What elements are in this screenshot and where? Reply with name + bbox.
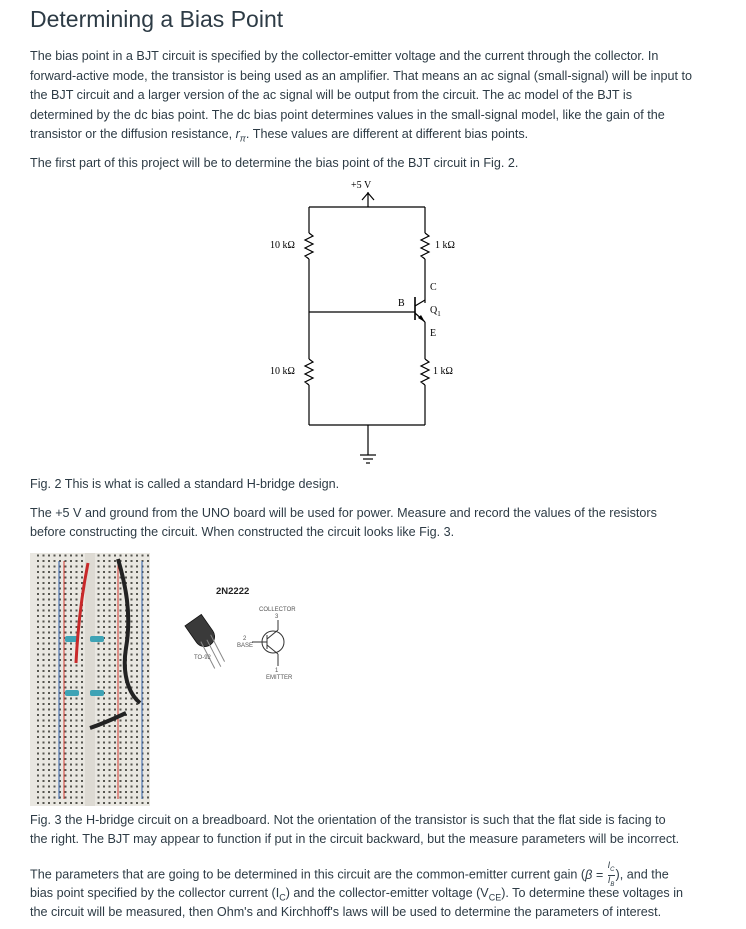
first-part-paragraph: The first part of this project will be to determine the bias point of the BJT circuit in Fig. 2. xyxy=(30,156,519,170)
intro-line: the BJT circuit and a larger version of the ac signal will be output from the circuit. The ac model of the BJT is xyxy=(30,88,632,102)
resistor-bottom-left xyxy=(305,359,313,385)
base-label: BASE xyxy=(237,643,254,649)
resistor-label: 1 kΩ xyxy=(435,240,455,251)
pin-label-base: B xyxy=(398,298,405,309)
pinout-diagram xyxy=(160,580,320,690)
fig2-caption: Fig. 2 This is what is called a standard H-bridge design. xyxy=(30,477,340,491)
collector-label: COLLECTOR xyxy=(259,607,296,613)
intro-line: transistor or the diffusion resistance, $r_\pi$. These values are different at different bias points. xyxy=(30,127,529,144)
power-line: before constructing the circuit. When constructed the circuit looks like Fig. 3. xyxy=(30,525,455,539)
package-label: TO-92 xyxy=(194,655,211,661)
params-line: the circuit will be measured, then Ohm's and Kirchhoff's laws will be used to determine the parameters of interest. xyxy=(30,905,662,919)
transistor-label: $Q_1$ xyxy=(430,305,441,318)
part-number: 2N2222 xyxy=(216,586,250,597)
page-title: Determining a Bias Point xyxy=(30,6,284,32)
resistor-label: 10 kΩ xyxy=(270,240,295,251)
fig3-caption-line: the right. The BJT may appear to function if put in the circuit backward, but the measure parameters will be incorrect. xyxy=(30,832,680,846)
intro-line: determined by the dc bias point. The dc bias point determines values in the small-signal model, like the gain of the xyxy=(30,108,665,122)
base-pin-number: 2 xyxy=(243,636,247,642)
emitter-label: EMITTER xyxy=(266,675,293,681)
breadboard-illustration xyxy=(30,553,150,806)
breadboard-photo xyxy=(30,553,150,806)
to92-package-drawing xyxy=(160,580,320,690)
pin-label-collector: C xyxy=(430,282,437,293)
intro-line: forward-active mode, the transistor is being used as an amplifier. That means an ac signal (small-signal) will be input to xyxy=(30,69,692,83)
intro-line: The bias point in a BJT circuit is specified by the collector-emitter voltage and the current through the collector. In xyxy=(30,49,659,63)
pin-label-emitter: E xyxy=(430,328,437,339)
params-line: The parameters that are going to be determined in this circuit are the common-emitter current gain (β = $\frac{I_C}{I_B}$ ), and the xyxy=(30,860,669,888)
emitter-pin-number: 1 xyxy=(275,668,279,674)
resistor-top-left xyxy=(305,233,313,259)
collector-pin-number: 3 xyxy=(275,614,279,620)
power-line: The +5 V and ground from the UNO board will be used for power. Measure and record the values of the resistors xyxy=(30,506,657,520)
r-pi-symbol: $r_\pi$ xyxy=(235,127,246,144)
supply-label: +5 V xyxy=(351,180,372,191)
transistor-collector xyxy=(415,300,425,306)
params-line: bias point specified by the collector current $(I_C)$ and the collector-emitter voltage $(V_{CE})$. To determine these voltages in xyxy=(30,886,683,903)
resistor-label: 1 kΩ xyxy=(433,366,453,377)
resistor-collector xyxy=(421,233,429,259)
resistor-label: 10 kΩ xyxy=(270,366,295,377)
fig3-caption-line: Fig. 3 the H-bridge circuit on a breadboard. Not the orientation of the transistor is such that the flat side is facing to xyxy=(30,813,666,827)
resistor-emitter xyxy=(421,359,429,385)
beta-equation: β = $\frac{I_C}{I_B}$ xyxy=(585,860,615,888)
